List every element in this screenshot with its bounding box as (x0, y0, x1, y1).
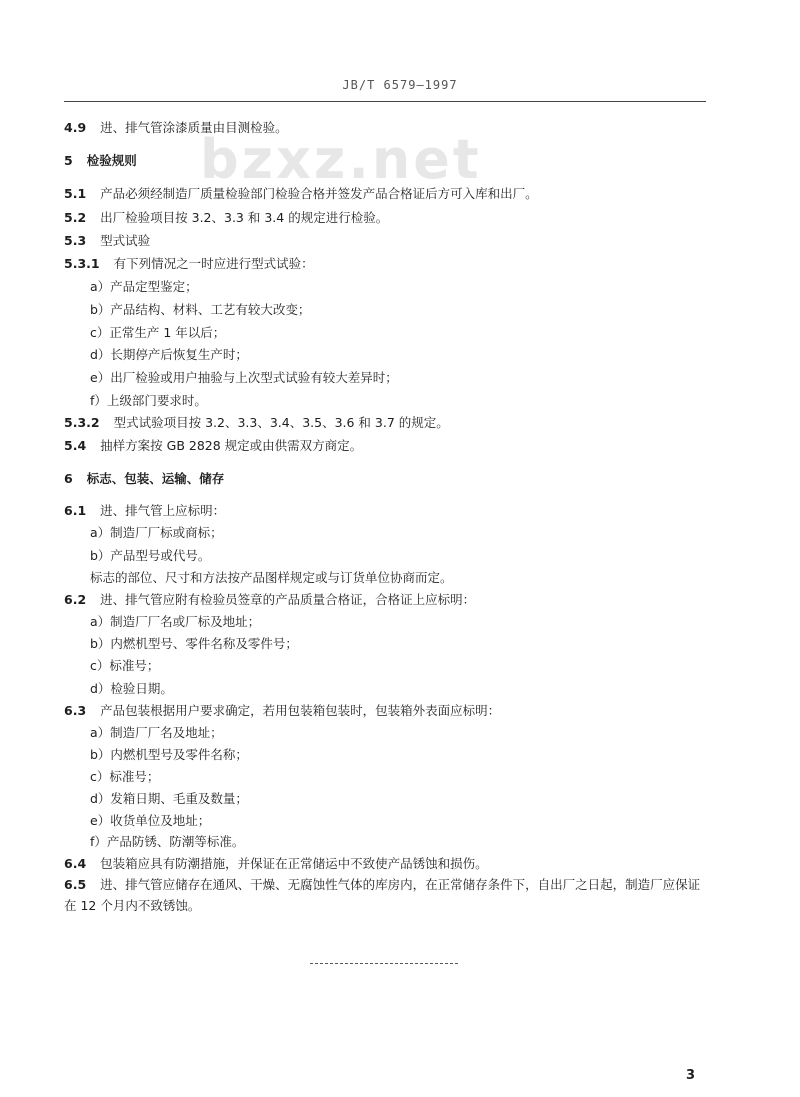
list-item: d）发箱日期、毛重及数量； (90, 791, 248, 806)
list-item: b）内燃机型号、零件名称及零件号； (90, 636, 298, 651)
list-item: d）检验日期。 (90, 681, 173, 696)
list-item: c）正常生产 1 年以后； (90, 325, 226, 340)
clause-6-4: 6.4 包装箱应具有防潮措施，并保证在正常储运中不致使产品锈蚀和损伤。 (64, 856, 488, 871)
standard-number-header: JB/T 6579—1997 (342, 78, 458, 92)
clause-5-1: 5.1 产品必须经制造厂质量检验部门检验合格并签发产品合格证后方可入库和出厂。 (64, 186, 538, 201)
list-item: a）制造厂厂标或商标； (90, 525, 223, 540)
clause-6-5-continued: 在 12 个月内不致锈蚀。 (64, 898, 201, 913)
header-rule (64, 101, 706, 102)
list-item: a）制造厂厂名及地址； (90, 725, 223, 740)
list-item: b）产品型号或代号。 (90, 548, 211, 563)
section-6-heading: 6 标志、包装、运输、储存 (64, 471, 225, 486)
page-number: 3 (686, 1068, 696, 1083)
clause-4-9: 4.9 进、排气管涂漆质量由目测检验。 (64, 120, 288, 135)
note-line: 标志的部位、尺寸和方法按产品图样规定或与订货单位协商而定。 (90, 570, 453, 585)
list-item: b）产品结构、材料、工艺有较大改变； (90, 302, 311, 317)
clause-5-2: 5.2 出厂检验项目按 3.2、3.3 和 3.4 的规定进行检验。 (64, 210, 389, 225)
list-item: a）产品定型鉴定； (90, 279, 198, 294)
section-5-heading: 5 检验规则 (64, 153, 137, 168)
list-item: c）标准号； (90, 769, 160, 784)
clause-5-3: 5.3 型式试验 (64, 233, 151, 248)
clause-5-3-2: 5.3.2 型式试验项目按 3.2、3.3、3.4、3.5、3.6 和 3.7 的规定。 (64, 415, 449, 430)
list-item: f）上级部门要求时。 (90, 393, 207, 408)
list-item: f）产品防锈、防潮等标准。 (90, 834, 245, 849)
list-item: e）收货单位及地址； (90, 813, 211, 828)
clause-5-4: 5.4 抽样方案按 GB 2828 规定或由供需双方商定。 (64, 438, 363, 453)
clause-6-1: 6.1 进、排气管上应标明： (64, 503, 226, 518)
clause-6-5: 6.5 进、排气管应储存在通风、干燥、无腐蚀性气体的库房内，在正常储存条件下，自出厂之日起，制造厂应保证 (64, 877, 701, 892)
list-item: c）标准号； (90, 658, 160, 673)
list-item: b）内燃机型号及零件名称； (90, 747, 248, 762)
watermark: bzxz.net (200, 128, 482, 191)
list-item: a）制造厂厂名或厂标及地址； (90, 614, 261, 629)
clause-5-3-1: 5.3.1 有下列情况之一时应进行型式试验： (64, 256, 314, 271)
list-item: e）出厂检验或用户抽验与上次型式试验有较大差异时； (90, 370, 398, 385)
clause-6-2: 6.2 进、排气管应附有检验员签章的产品质量合格证，合格证上应标明： (64, 592, 476, 607)
list-item: d）长期停产后恢复生产时； (90, 347, 248, 362)
end-of-document-rule (310, 963, 458, 964)
clause-6-3: 6.3 产品包装根据用户要求确定，若用包装箱包装时，包装箱外表面应标明： (64, 703, 501, 718)
